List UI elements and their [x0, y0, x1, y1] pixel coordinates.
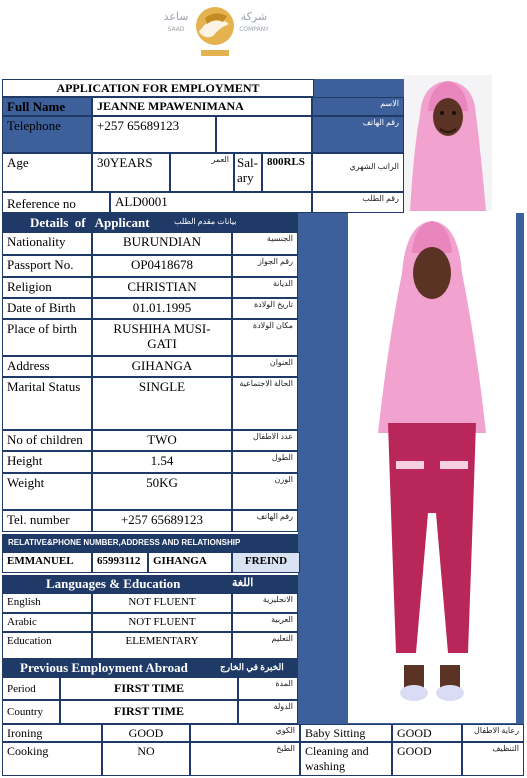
logo-right-text-en: COMPANY — [239, 26, 269, 33]
cooking-value: NO — [102, 742, 190, 776]
age-value: 30YEARS — [92, 153, 170, 192]
details-row-value: TWO — [92, 430, 232, 451]
previous-row-value: FIRST TIME — [60, 677, 238, 700]
relative-relationship: FREIND — [232, 552, 300, 573]
handshake-emblem-icon — [193, 2, 237, 62]
salary-label: Sal- ary — [234, 153, 262, 192]
full-name-value: JEANNE MPAWENIMANA — [92, 97, 312, 116]
title-side-band — [314, 79, 404, 97]
details-row-label: No of children — [2, 430, 92, 451]
reference-ar: رقم الطلب — [312, 192, 404, 213]
company-logo — [160, 2, 270, 64]
languages-header-ar: اللغة — [232, 577, 254, 589]
previous-row-value: FIRST TIME — [60, 700, 238, 724]
previous-row-label: Country — [2, 700, 60, 724]
details-row-ar: عدد الاطفال — [232, 430, 298, 451]
language-row-value: NOT FLUENT — [92, 593, 232, 613]
previous-header-ar: الخبرة في الخارج — [220, 662, 284, 672]
details-row-ar: رقم الهاتف — [232, 510, 298, 532]
details-row-label: Religion — [2, 277, 92, 298]
languages-header — [2, 575, 298, 593]
details-row-label: Passport No. — [2, 255, 92, 277]
full-name-ar: الاسم — [312, 97, 404, 116]
details-row-ar: الديانة — [232, 277, 298, 298]
logo-left-text-ar: ساعد — [163, 10, 189, 23]
cooking-label: Cooking — [2, 742, 102, 776]
details-row-ar: الجنسية — [232, 232, 298, 255]
salary-value: 800RLS — [262, 153, 312, 192]
salary-ar: الراتب الشهري — [312, 153, 404, 192]
details-row-ar: العنوان — [232, 356, 298, 377]
cleaning-label: Cleaning and washing — [300, 742, 392, 776]
languages-header-text: Languages & Education — [46, 576, 181, 591]
previous-header-text: Previous Employment Abroad — [20, 660, 188, 675]
details-row-value: SINGLE — [92, 377, 232, 430]
details-row-ar: الحالة الاجتماعية — [232, 377, 298, 430]
details-row-value: CHRISTIAN — [92, 277, 232, 298]
telephone-value: +257 65689123 — [92, 116, 216, 153]
language-row-label: Education — [2, 632, 92, 659]
previous-row-ar: الدولة — [238, 700, 298, 724]
language-row-ar: العربية — [232, 613, 298, 632]
logo-right-text-ar: شركة — [240, 10, 268, 23]
details-row-ar: الطول — [232, 451, 298, 473]
details-row-value: OP0418678 — [92, 255, 232, 277]
relative-address: GIHANGA — [148, 552, 232, 573]
details-row-label: Place of birth — [2, 319, 92, 356]
language-row-label: English — [2, 593, 92, 613]
logo-left-text-en: SAAD — [167, 26, 185, 33]
age-label: Age — [2, 153, 92, 192]
language-row-ar: التعليم — [232, 632, 298, 659]
language-row-value: ELEMENTARY — [92, 632, 232, 659]
details-row-value: RUSHIHA MUSI- GATI — [92, 319, 232, 356]
details-row-label: Nationality — [2, 232, 92, 255]
details-row-value: 01.01.1995 — [92, 298, 232, 319]
telephone-blank — [216, 116, 312, 153]
details-row-value: 1.54 — [92, 451, 232, 473]
cleaning-ar: التنظيف — [462, 742, 524, 776]
applicant-fullbody-photo — [348, 213, 516, 723]
relative-header: RELATIVE&PHONE NUMBER,ADDRESS AND RELATIONSHIP — [2, 534, 298, 552]
previous-header — [2, 659, 298, 677]
previous-row-label: Period — [2, 677, 60, 700]
details-row-label: Marital Status — [2, 377, 92, 430]
baby-label: Baby Sitting — [300, 724, 392, 742]
details-row-label: Date of Birth — [2, 298, 92, 319]
cleaning-value: GOOD — [392, 742, 462, 776]
ironing-ar: الكوي — [190, 724, 300, 742]
cooking-ar: الطبخ — [190, 742, 300, 776]
ironing-value: GOOD — [102, 724, 190, 742]
language-row-value: NOT FLUENT — [92, 613, 232, 632]
language-row-ar: الانجليزية — [232, 593, 298, 613]
details-row-ar: تاريخ الولادة — [232, 298, 298, 319]
details-header-ar: بيانات مقدم الطلب — [174, 217, 237, 226]
details-row-ar: مكان الولادة — [232, 319, 298, 356]
details-header-text: Details of Applicant — [30, 215, 150, 230]
telephone-label: Telephone — [2, 116, 92, 153]
details-row-ar: الوزن — [232, 473, 298, 510]
details-row-label: Weight — [2, 473, 92, 510]
form-title: APPLICATION FOR EMPLOYMENT — [2, 79, 314, 97]
language-row-label: Arabic — [2, 613, 92, 632]
details-header — [2, 213, 298, 232]
baby-value: GOOD — [392, 724, 462, 742]
full-name-label: Full Name — [2, 97, 92, 116]
details-row-value: 50KG — [92, 473, 232, 510]
baby-ar: رعاية الاطفال — [462, 724, 524, 742]
previous-row-ar: المدة — [238, 677, 298, 700]
details-row-value: GIHANGA — [92, 356, 232, 377]
details-row-label: Address — [2, 356, 92, 377]
applicant-headshot-photo — [404, 75, 492, 211]
relative-name: EMMANUEL — [2, 552, 92, 573]
relative-phone: 65993112 — [92, 552, 148, 573]
ironing-label: Ironing — [2, 724, 102, 742]
age-ar: العمر — [170, 153, 234, 192]
details-row-label: Height — [2, 451, 92, 473]
details-row-value: BURUNDIAN — [92, 232, 232, 255]
reference-label: Reference no — [2, 192, 110, 213]
details-row-ar: رقم الجواز — [232, 255, 298, 277]
details-row-value: +257 65689123 — [92, 510, 232, 532]
details-row-label: Tel. number — [2, 510, 92, 532]
reference-value: ALD0001 — [110, 192, 312, 213]
telephone-ar: رقم الهاتف — [312, 116, 404, 153]
